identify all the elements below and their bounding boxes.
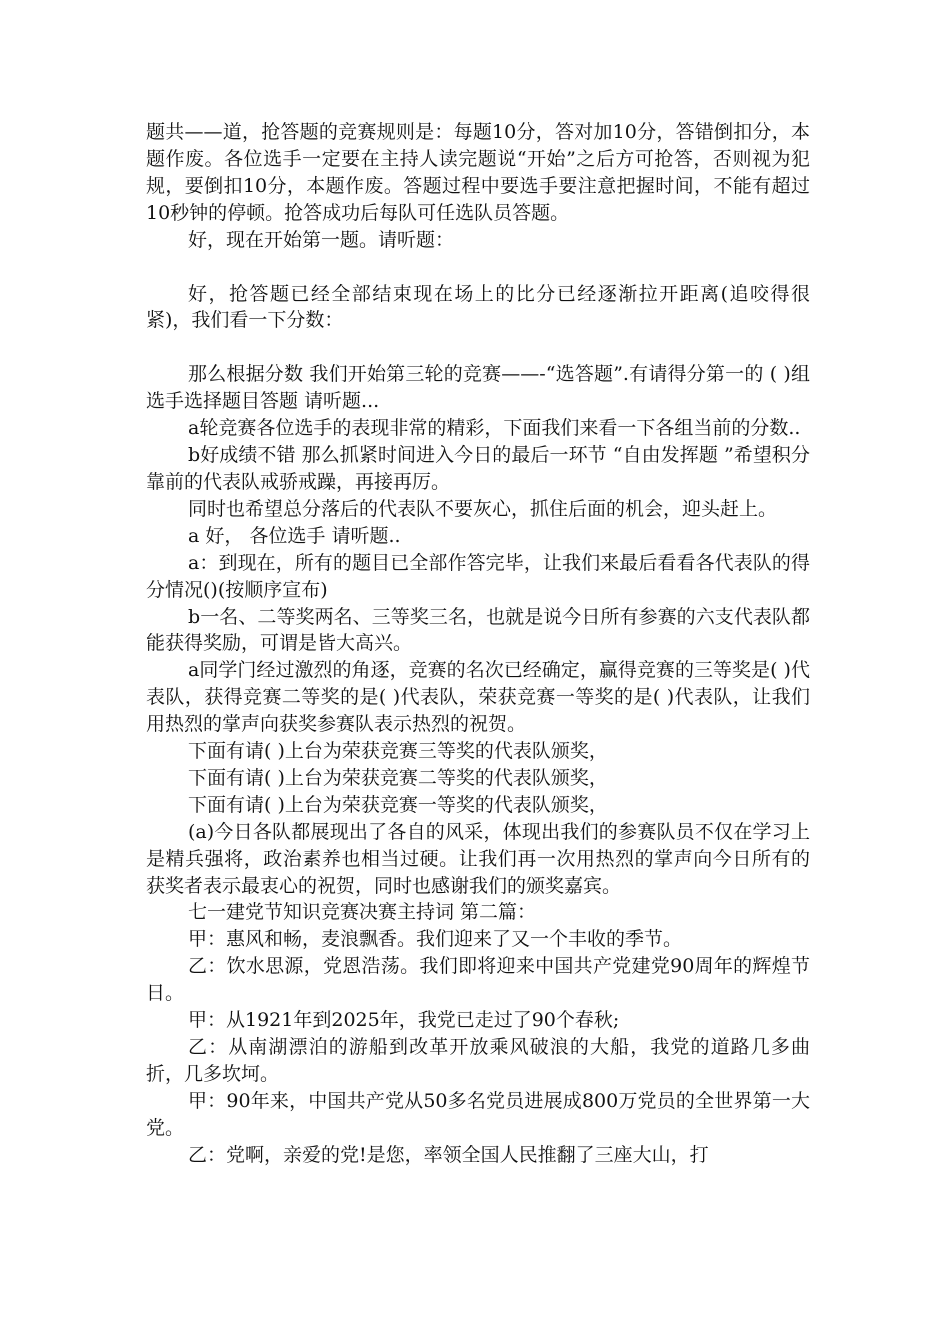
paragraph: (a)今日各队都展现出了各自的风采，体现出我们的参赛队员不仅在学习上是精兵强将，政治素养也相当过硬。让我们再一次用热烈的掌声向今日所有的获奖者表示最衷心的祝贺，同时也感谢我们的颁奖嘉宾。 bbox=[146, 820, 810, 897]
paragraph: a轮竞赛各位选手的表现非常的精彩，下面我们来看一下各组当前的分数.. bbox=[188, 417, 801, 440]
paragraph: 好，现在开始第一题。请听题： bbox=[188, 228, 455, 251]
blank-line bbox=[146, 334, 810, 361]
section-heading: 七一建党节知识竞赛决赛主持词 第二篇： bbox=[188, 901, 537, 924]
paragraph-rules: 题共——道，抢答题的竞赛规则是：每题10分，答对加10分，答错倒扣分，本题作废。各位选手一定要在主持人读完题说“开始”之后方可抢答，否则视为犯规，要倒扣10分，本题作废。答题过程中要选手要注意把握时间，不能有超过10秒钟的停顿。抢答成功后每队可任选队员答题。 bbox=[146, 121, 810, 224]
paragraph: a 好， 各位选手 请听题.. bbox=[188, 524, 401, 547]
paragraph: 下面有请( )上台为荣获竞赛二等奖的代表队颁奖， bbox=[188, 766, 608, 789]
blank-line bbox=[146, 254, 810, 281]
paragraph: 下面有请( )上台为荣获竞赛一等奖的代表队颁奖， bbox=[188, 793, 608, 816]
paragraph: 那么根据分数 我们开始第三轮的竞赛——-“选答题”.有请得分第一的 ( )组选手选择题目答题 请听题... bbox=[146, 363, 810, 413]
paragraph: b一名、二等奖两名、三等奖三名，也就是说今日所有参赛的六支代表队都能获得奖励，可谓是皆大高兴。 bbox=[146, 605, 810, 655]
paragraph: 乙：饮水思源，党恩浩荡。我们即将迎来中国共产党建党90周年的辉煌节日。 bbox=[146, 955, 810, 1005]
paragraph: 下面有请( )上台为荣获竞赛三等奖的代表队颁奖， bbox=[188, 740, 608, 763]
paragraph: 甲：惠风和畅，麦浪飘香。我们迎来了又一个丰收的季节。 bbox=[188, 928, 683, 951]
paragraph: a：到现在，所有的题目已全部作答完毕，让我们来最后看看各代表队的得分情况()(按顺序宣布) bbox=[146, 551, 810, 601]
paragraph: 甲：从1921年到2025年，我党已走过了90个春秋; bbox=[188, 1009, 620, 1032]
paragraph: 乙：从南湖漂泊的游船到改革开放乘风破浪的大船，我党的道路几多曲折，几多坎坷。 bbox=[146, 1036, 810, 1085]
paragraph: 乙：党啊，亲爱的党!是您，率领全国人民推翻了三座大山，打 bbox=[188, 1143, 709, 1166]
paragraph: 好，抢答题已经全部结束现在场上的比分已经逐渐拉开距离(追咬得很紧)，我们看一下分数： bbox=[146, 282, 810, 332]
paragraph: 同时也希望总分落后的代表队不要灰心，抓住后面的机会，迎头赶上。 bbox=[188, 497, 778, 520]
paragraph: a同学门经过激烈的角逐，竞赛的名次已经确定，赢得竞赛的三等奖是( )代表队，获得竞赛二等奖的是( )代表队，荣获竞赛一等奖的是( )代表队，让我们用热烈的掌声向获奖参赛队表示热烈的祝贺。 bbox=[146, 659, 810, 736]
paragraph: 甲：90年来，中国共产党从50多名党员进展成800万党员的全世界第一大党。 bbox=[146, 1089, 810, 1139]
paragraph: b好成绩不错 那么抓紧时间进入今日的最后一环节 “自由发挥题 ”希望积分靠前的代表队戒骄戒躁，再接再厉。 bbox=[146, 444, 810, 493]
document-body bbox=[146, 119, 810, 1169]
